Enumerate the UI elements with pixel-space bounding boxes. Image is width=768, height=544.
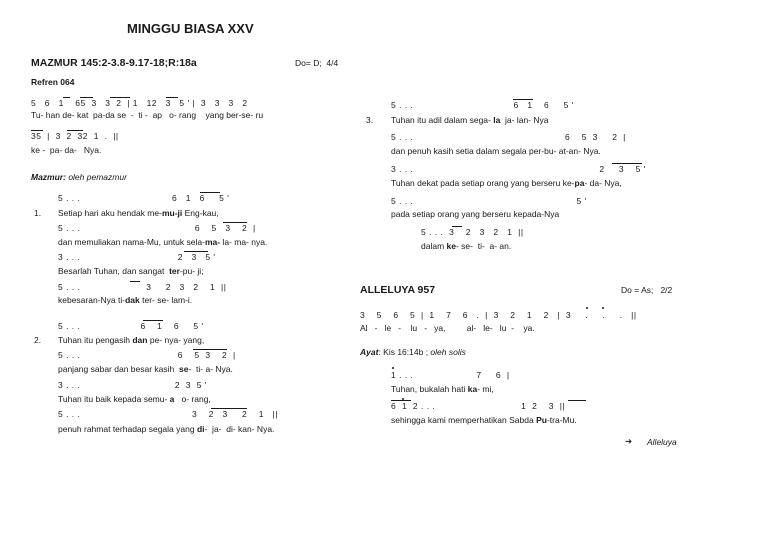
note-overline	[612, 163, 642, 164]
verse-notes: 5 . . . 5 '	[391, 196, 587, 206]
note-overline	[110, 97, 130, 98]
verse-number: 2.	[34, 335, 42, 345]
ayat-line: Ayat: Kis 16:14b ; oleh solis	[360, 347, 466, 357]
refrain-title: Refren 064	[31, 77, 75, 87]
verse-notes: 5 . . . 3 2 3 2 1 ||	[421, 227, 524, 237]
verse-number: 3.	[366, 115, 374, 125]
refrain-notes-2: 35 | 3 2 32 1 . ||	[31, 131, 119, 141]
ayat-notes: 6 1 2 . . . 1 2 3 ||	[391, 401, 566, 411]
alleluya-notes: 3 5 6 5 | 1 7 6 . | 3 2 1 2 | 3 . . . ||	[360, 310, 637, 320]
return-label: Alleluya	[647, 437, 677, 447]
refrain-lyrics: Tu- han de- kat pa-da se - ti - ap o- rang yang ber-se- ru	[31, 110, 264, 120]
verse-lyrics: penuh rahmat terhadap segala yang di- ja- di- kan- Nya.	[58, 424, 275, 434]
verse-notes: 5 . . . 6 5 3 2 |	[58, 350, 236, 360]
verse-lyrics: Tuhan itu adil dalam sega- la ja- lan- Nya	[391, 115, 549, 125]
verse-notes: 5 . . . 3 2 3 2 1 ||	[58, 282, 227, 292]
verse-notes: 5 . . . 6 5 3 2 |	[58, 223, 256, 233]
verse-lyrics: Besarlah Tuhan, dan sangat ter-pu- ji;	[58, 266, 204, 276]
note-overline	[130, 281, 140, 282]
verse-notes: 5 . . . 3 2 3 2 1 ||	[58, 409, 278, 419]
ayat-lyrics: Tuhan, bukalah hati ka- mi,	[391, 384, 494, 394]
note-overline	[63, 97, 70, 98]
octave-dot	[602, 307, 604, 309]
note-overline	[513, 99, 533, 100]
verse-lyrics: dan memuliakan nama-Mu, untuk sela-ma- la- ma- nya.	[58, 237, 268, 247]
note-overline	[391, 400, 411, 401]
ayat-notes: 1 . . . 7 6 |	[391, 370, 510, 380]
note-overline	[143, 320, 163, 321]
verse-lyrics: panjang sabar dan besar kasih se- ti- a- Nya.	[58, 364, 233, 374]
psalm-heading: MAZMUR 145:2-3.8-9.17-18;R:18a	[31, 57, 197, 69]
ayat-lyrics: sehingga kami memperhatikan Sabda Pu-tra-Mu.	[391, 415, 577, 425]
octave-dot	[392, 367, 394, 369]
verse-lyrics: Tuhan dekat pada setiap orang yang berseru ke-pa- da- Nya,	[391, 178, 622, 188]
verse-notes: 5 . . . 6 1 6 5 '	[391, 100, 574, 110]
verse-number: 1.	[34, 208, 42, 218]
note-overline	[193, 349, 227, 350]
octave-dot	[402, 398, 404, 400]
note-overline	[31, 130, 43, 131]
verse-lyrics: Tuhan itu pengasih dan pe- nya- yang,	[58, 335, 205, 345]
note-overline	[67, 130, 83, 131]
verse-lyrics: Setiap hari aku hendak me-mu-ji Eng-kau,	[58, 208, 219, 218]
verse-notes: 5 . . . 6 5 3 2 |	[391, 132, 626, 142]
verse-notes: 3 . . . 2 3 5 '	[58, 252, 216, 262]
return-arrow-icon: ➔	[625, 436, 633, 446]
alleluya-key: Do = As; 2/2	[621, 285, 673, 295]
octave-dot	[586, 307, 588, 309]
mazmur-note: Mazmur: oleh pemazmur	[31, 172, 127, 182]
verse-lyrics: Tuhan itu baik kepada semu- a o- rang,	[58, 394, 211, 404]
note-overline	[200, 192, 220, 193]
psalm-key: Do= D; 4/4	[295, 58, 339, 68]
verse-lyrics: pada setiap orang yang berseru kepada-Nya	[391, 209, 560, 219]
note-overline	[211, 408, 247, 409]
refrain-lyrics-2: ke - pa- da- Nya.	[31, 145, 102, 155]
page-title: MINGGU BIASA XXV	[127, 21, 254, 36]
verse-notes: 3 . . . 2 3 5 '	[391, 164, 646, 174]
alleluya-heading: ALLELUYA 957	[360, 284, 436, 296]
note-overline	[184, 251, 208, 252]
note-overline	[166, 97, 178, 98]
verse-notes: 5 . . . 6 1 6 5 '	[58, 321, 204, 331]
verse-lyrics: kebesaran-Nya ti-dak ter- se- lam-i.	[58, 295, 193, 305]
note-overline	[223, 222, 247, 223]
refrain-notes: 5 6 1 65 3 3 2 | 1 12 3 5 ' | 3 3 3 2	[31, 98, 248, 108]
note-overline	[568, 400, 586, 401]
verse-lyrics: dalam ke- se- ti- a- an.	[421, 241, 512, 251]
alleluya-lyrics: Al - le - lu - ya, al- le- lu - ya.	[360, 323, 535, 333]
verse-lyrics: dan penuh kasih setia dalam segala per-bu- at-an- Nya.	[391, 146, 601, 156]
note-overline	[80, 97, 93, 98]
verse-notes: 5 . . . 6 1 6 5 '	[58, 193, 230, 203]
note-overline	[452, 226, 462, 227]
verse-notes: 3 . . . 2 3 5 '	[58, 380, 207, 390]
